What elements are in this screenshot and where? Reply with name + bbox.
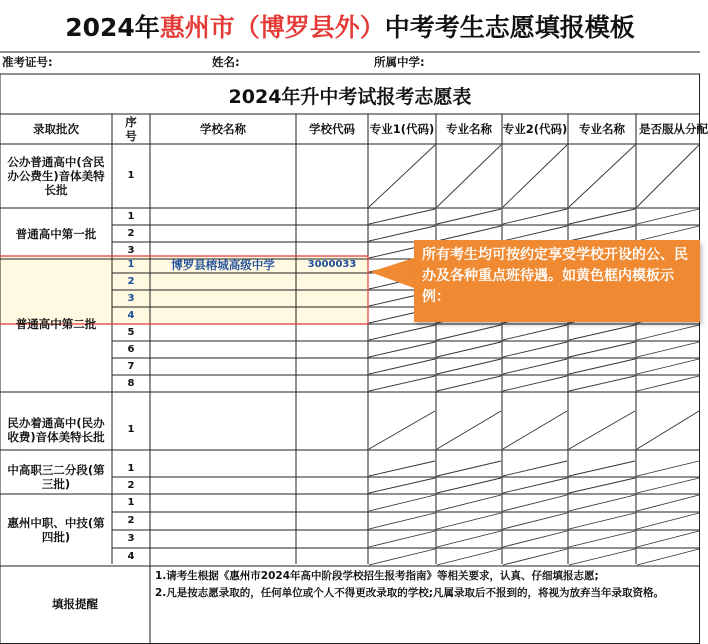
batch-label: 普通高中第一批 xyxy=(15,226,97,241)
disabled-cell-diagonal xyxy=(437,549,501,565)
disabled-cell-diagonal xyxy=(637,513,699,529)
disabled-cell-diagonal xyxy=(437,325,501,340)
school-code-cell[interactable] xyxy=(296,477,368,494)
disabled-cell-diagonal xyxy=(569,513,635,529)
disabled-cell-diagonal xyxy=(569,531,635,547)
disabled-cell-diagonal xyxy=(569,342,635,357)
school-code-cell[interactable] xyxy=(296,460,368,477)
disabled-cell-diagonal xyxy=(569,376,635,391)
disabled-cell-diagonal xyxy=(369,342,435,357)
disabled-cell-diagonal xyxy=(369,549,435,565)
disabled-cell-diagonal xyxy=(637,376,699,391)
name-label: 姓名: xyxy=(212,55,240,69)
disabled-cell-diagonal xyxy=(569,325,635,340)
school-name-cell[interactable] xyxy=(150,548,296,566)
school-name-cell[interactable] xyxy=(150,460,296,477)
disabled-cell-diagonal xyxy=(437,478,501,493)
disabled-cell-diagonal xyxy=(369,359,435,374)
school-name-cell[interactable] xyxy=(150,144,296,208)
disabled-cell-diagonal xyxy=(369,209,435,224)
batch-label: 公办普通高中(含民办公费生)音体美特长批 xyxy=(7,155,105,197)
row-number: 2 xyxy=(127,479,135,491)
row-number: 2 xyxy=(127,227,135,239)
school-code-cell[interactable] xyxy=(296,324,368,341)
disabled-cell-diagonal xyxy=(369,145,435,207)
disabled-cell-diagonal xyxy=(569,145,635,207)
disabled-cell-diagonal xyxy=(569,411,635,449)
disabled-cell-diagonal xyxy=(437,145,501,207)
row-number: 6 xyxy=(127,343,135,355)
row-number: 7 xyxy=(127,360,135,372)
disabled-cell-diagonal xyxy=(437,342,501,357)
disabled-cell-diagonal xyxy=(637,495,699,511)
row-number: 4 xyxy=(127,551,135,562)
notes-label: 填报提醒 xyxy=(52,597,98,611)
school-name-cell[interactable] xyxy=(150,358,296,375)
disabled-cell-diagonal xyxy=(503,325,567,340)
school-code-cell[interactable] xyxy=(296,375,368,392)
example-school-code[interactable]: 3000033 xyxy=(307,258,357,270)
disabled-cell-diagonal xyxy=(637,549,699,565)
disabled-cell-diagonal xyxy=(569,549,635,565)
ticket-number-label: 准考证号: xyxy=(2,55,53,69)
school-name-cell[interactable] xyxy=(150,494,296,512)
disabled-cell-diagonal xyxy=(437,461,501,476)
disabled-cell-diagonal xyxy=(637,478,699,493)
row-number: 2 xyxy=(127,515,135,526)
title-year: 2024年 xyxy=(65,13,160,42)
disabled-cell-diagonal xyxy=(437,376,501,391)
disabled-cell-diagonal xyxy=(503,461,567,476)
school-code-cell[interactable] xyxy=(296,273,368,290)
school-name-cell[interactable] xyxy=(150,307,296,324)
disabled-cell-diagonal xyxy=(503,145,567,207)
school-code-cell[interactable] xyxy=(296,410,368,450)
school-code-cell[interactable] xyxy=(296,358,368,375)
disabled-cell-diagonal xyxy=(369,461,435,476)
row-number: 2 xyxy=(127,275,135,287)
disabled-cell-diagonal xyxy=(637,226,699,241)
school-code-cell[interactable] xyxy=(296,225,368,242)
header-major2-code: 专业2(代码) xyxy=(502,122,568,136)
school-name-cell[interactable] xyxy=(150,324,296,341)
disabled-cell-diagonal xyxy=(437,209,501,224)
school-name-cell[interactable] xyxy=(150,410,296,450)
disabled-cell-diagonal xyxy=(369,478,435,493)
disabled-cell-diagonal xyxy=(437,531,501,547)
disabled-cell-diagonal xyxy=(637,145,699,207)
disabled-cell-diagonal xyxy=(569,495,635,511)
disabled-cell-diagonal xyxy=(637,359,699,374)
school-code-cell[interactable] xyxy=(296,307,368,324)
header-batch: 录取批次 xyxy=(33,122,79,136)
disabled-cell-diagonal xyxy=(369,376,435,391)
disabled-cell-diagonal xyxy=(369,495,435,511)
header-school-code: 学校代码 xyxy=(309,122,355,136)
note-item-1: 1.请考生根据《惠州市2024年高中阶段学校招生报考指南》等相关要求，认真、仔细填报志愿; xyxy=(155,570,599,582)
row-number: 3 xyxy=(127,244,135,256)
disabled-cell-diagonal xyxy=(569,461,635,476)
header-school-name: 学校名称 xyxy=(200,122,246,136)
title-city: 惠州市（博罗县外） xyxy=(159,13,385,42)
disabled-cell-diagonal xyxy=(503,209,567,224)
school-name-cell[interactable] xyxy=(150,512,296,530)
disabled-cell-diagonal xyxy=(637,461,699,476)
disabled-cell-diagonal xyxy=(569,226,635,241)
disabled-cell-diagonal xyxy=(503,359,567,374)
row-number: 1 xyxy=(127,462,135,474)
disabled-cell-diagonal xyxy=(437,495,501,511)
disabled-cell-diagonal xyxy=(369,513,435,529)
disabled-cell-diagonal xyxy=(503,531,567,547)
school-code-cell[interactable] xyxy=(296,144,368,208)
header-seq: 序号 xyxy=(125,115,137,143)
disabled-cell-diagonal xyxy=(637,209,699,224)
disabled-cell-diagonal xyxy=(637,411,699,449)
disabled-cell-diagonal xyxy=(637,325,699,340)
row-number: 3 xyxy=(127,533,135,544)
disabled-cell-diagonal xyxy=(437,513,501,529)
disabled-cell-diagonal xyxy=(369,531,435,547)
school-name-cell[interactable] xyxy=(150,225,296,242)
school-code-cell[interactable] xyxy=(296,548,368,566)
school-code-cell[interactable] xyxy=(296,530,368,548)
row-number: 1 xyxy=(127,424,135,435)
row-number: 1 xyxy=(127,210,135,222)
row-number: 1 xyxy=(127,170,135,181)
row-number: 8 xyxy=(127,377,135,389)
school-label: 所属中学: xyxy=(374,55,425,69)
disabled-cell-diagonal xyxy=(503,342,567,357)
notes-text xyxy=(152,566,700,644)
header-obey: 是否服从分配 xyxy=(639,122,708,136)
title-rest: 中考考生志愿填报模板 xyxy=(384,13,635,42)
school-name-cell[interactable] xyxy=(150,477,296,494)
school-name-cell[interactable] xyxy=(150,530,296,548)
disabled-cell-diagonal xyxy=(569,359,635,374)
disabled-cell-diagonal xyxy=(503,226,567,241)
school-code-cell[interactable] xyxy=(296,494,368,512)
school-name-cell[interactable] xyxy=(150,208,296,225)
batch-label: 民办着通高中(民办收费)音体美特长批 xyxy=(7,416,105,444)
disabled-cell-diagonal xyxy=(369,411,435,449)
school-code-cell[interactable] xyxy=(296,341,368,358)
school-code-cell[interactable] xyxy=(296,208,368,225)
batch-label: 中高职三二分段(第三批) xyxy=(7,463,105,491)
disabled-cell-diagonal xyxy=(437,359,501,374)
header-major1-name: 专业名称 xyxy=(446,122,492,136)
school-name-cell[interactable] xyxy=(150,290,296,307)
school-name-cell[interactable] xyxy=(150,375,296,392)
disabled-cell-diagonal xyxy=(437,411,501,449)
header-major2-name: 专业名称 xyxy=(579,122,625,136)
disabled-cell-diagonal xyxy=(569,478,635,493)
row-number: 4 xyxy=(127,309,135,321)
note-item-2: 2.凡是按志愿录取的，任何单位或个人不得更改录取的学校;凡属录取后不报到的，将视为放弃当年录取资格。 xyxy=(155,587,664,599)
callout-note: 所有考生均可按约定享受学校开设的公、民办及各种重点班待遇。如黄色框内模板示例： xyxy=(414,240,700,322)
batch-label: 普通高中第二批 xyxy=(15,317,97,331)
form-subtitle: 2024年升中考试报考志愿表 xyxy=(228,85,472,108)
disabled-cell-diagonal xyxy=(437,226,501,241)
example-school-name[interactable]: 博罗县榕城高级中学 xyxy=(171,257,275,272)
disabled-cell-diagonal xyxy=(503,495,567,511)
disabled-cell-diagonal xyxy=(503,376,567,391)
school-code-cell[interactable] xyxy=(296,290,368,307)
disabled-cell-diagonal xyxy=(503,549,567,565)
disabled-cell-diagonal xyxy=(503,513,567,529)
row-number: 5 xyxy=(127,326,135,338)
disabled-cell-diagonal xyxy=(503,478,567,493)
row-number: 3 xyxy=(127,292,135,304)
row-number: 1 xyxy=(127,497,135,508)
disabled-cell-diagonal xyxy=(637,531,699,547)
disabled-cell-diagonal xyxy=(637,342,699,357)
batch-label: 惠州中职、中技(第四批) xyxy=(7,516,105,544)
header-major1-code: 专业1(代码) xyxy=(369,122,435,136)
school-code-cell[interactable] xyxy=(296,512,368,530)
school-name-cell[interactable] xyxy=(150,341,296,358)
disabled-cell-diagonal xyxy=(503,411,567,449)
row-number: 1 xyxy=(127,258,135,270)
disabled-cell-diagonal xyxy=(369,325,435,340)
disabled-cell-diagonal xyxy=(369,226,435,241)
school-name-cell[interactable] xyxy=(150,273,296,290)
disabled-cell-diagonal xyxy=(569,209,635,224)
